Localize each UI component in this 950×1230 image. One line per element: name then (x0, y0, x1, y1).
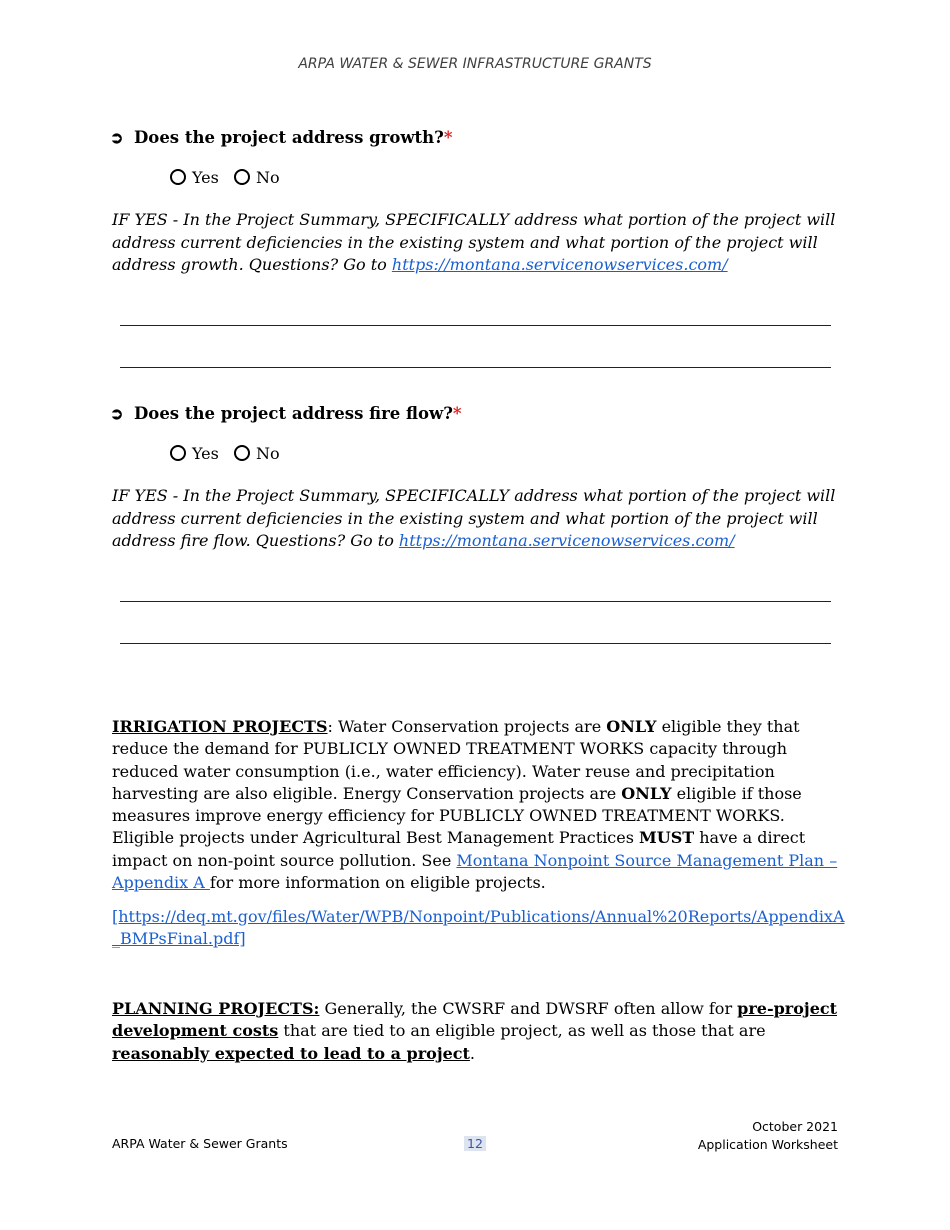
page-header: ARPA WATER & SEWER INFRASTRUCTURE GRANTS (298, 56, 652, 72)
planning-paragraph (112, 998, 852, 1065)
emphasis-text: MUST (639, 828, 695, 848)
fire-flow-no-radio[interactable] (234, 444, 280, 463)
irrigation-heading: IRRIGATION PROJECTS (112, 717, 328, 736)
irrigation-paragraph (112, 716, 852, 894)
footer-doc-title: Application Worksheet (697, 1137, 838, 1152)
answer-line[interactable] (120, 643, 831, 644)
arrow-icon: ➲ (110, 128, 124, 147)
growth-no-radio[interactable] (234, 168, 280, 187)
fire-flow-instructions (112, 485, 847, 553)
footer-left: ARPA Water & Sewer Grants (112, 1136, 288, 1151)
emphasis-text: ONLY (621, 783, 672, 803)
footer-date: October 2021 (752, 1119, 838, 1134)
paragraph-text: Generally, the CWSRF and DWSRF often allow for (319, 999, 738, 1018)
radio-circle-icon[interactable] (234, 169, 250, 185)
required-mark: * (452, 404, 462, 423)
answer-line[interactable] (120, 367, 831, 368)
nonpoint-plan-link[interactable]: Montana Nonpoint Source Management Plan – Appendix A (112, 850, 838, 893)
arrow-icon: ➲ (110, 404, 124, 423)
appendix-url[interactable] (112, 906, 852, 951)
paragraph-text: have a direct impact on non-point source pollution. See (112, 828, 806, 870)
answer-line[interactable] (120, 325, 831, 326)
servicenow-link[interactable]: https://montana.servicenowservices.com/ (398, 531, 735, 550)
radio-label: No (255, 444, 280, 463)
emphasis-text: pre-project development costs (112, 999, 837, 1041)
servicenow-link[interactable]: https://montana.servicenowservices.com/ (391, 255, 728, 274)
note-text: IF YES - In the Project Summary, SPECIFICALLY address what portion of the project will address current deficiencies in the existing system and what portion of the project will address growth. Questions? Go to (112, 210, 836, 274)
growth-yes-radio[interactable] (170, 168, 219, 187)
paragraph-text: : Water Conservation projects are (327, 717, 607, 736)
growth-instructions (112, 209, 847, 277)
page-number: 12 (464, 1136, 486, 1151)
radio-circle-icon[interactable] (170, 445, 186, 461)
question-growth (110, 128, 452, 147)
paragraph-text: . (469, 1043, 476, 1063)
radio-label: No (255, 168, 280, 187)
question-fire-flow-text: Does the project address fire flow? (134, 404, 453, 423)
radio-label: Yes (192, 168, 219, 187)
radio-label: Yes (192, 444, 219, 463)
appendix-url-link[interactable]: [https://deq.mt.gov/files/Water/WPB/Nonpoint/Publications/Annual%20Reports/AppendixA_BMPsFinal.pdf] (112, 907, 845, 949)
footer-right (698, 1118, 838, 1154)
answer-line[interactable] (120, 601, 831, 602)
radio-circle-icon[interactable] (170, 169, 186, 185)
question-fire-flow (110, 404, 462, 423)
paragraph-text: that are tied to an eligible project, as well as those that are (278, 1021, 766, 1041)
fire-flow-yes-radio[interactable] (170, 444, 219, 463)
paragraph-text: eligible they that reduce the demand for PUBLICLY OWNED TREATMENT WORKS capacity through reduced water consumption (i.e., water efficiency). Water reuse and precipitation harvesting are also eligible. Energy Conservation projects are (112, 717, 800, 803)
required-mark: * (443, 128, 453, 147)
fire-flow-radio-group (170, 444, 290, 463)
paragraph-text: for more information on eligible projects. (209, 873, 546, 893)
paragraph-text: eligible if those measures improve energy efficiency for PUBLICLY OWNED TREATMENT WORKS. Eligible projects under Agricultural Best Management Practices (112, 783, 802, 848)
growth-radio-group (170, 168, 290, 187)
note-text: IF YES - In the Project Summary, SPECIFICALLY address what portion of the project will address current deficiencies in the existing system and what portion of the project will address fire flow. Questions? Go to (112, 486, 836, 550)
planning-heading: PLANNING PROJECTS: (112, 999, 320, 1018)
question-growth-text: Does the project address growth? (134, 128, 444, 147)
radio-circle-icon[interactable] (234, 445, 250, 461)
emphasis-text: ONLY (606, 717, 657, 736)
emphasis-text: reasonably expected to lead to a project (112, 1043, 470, 1063)
